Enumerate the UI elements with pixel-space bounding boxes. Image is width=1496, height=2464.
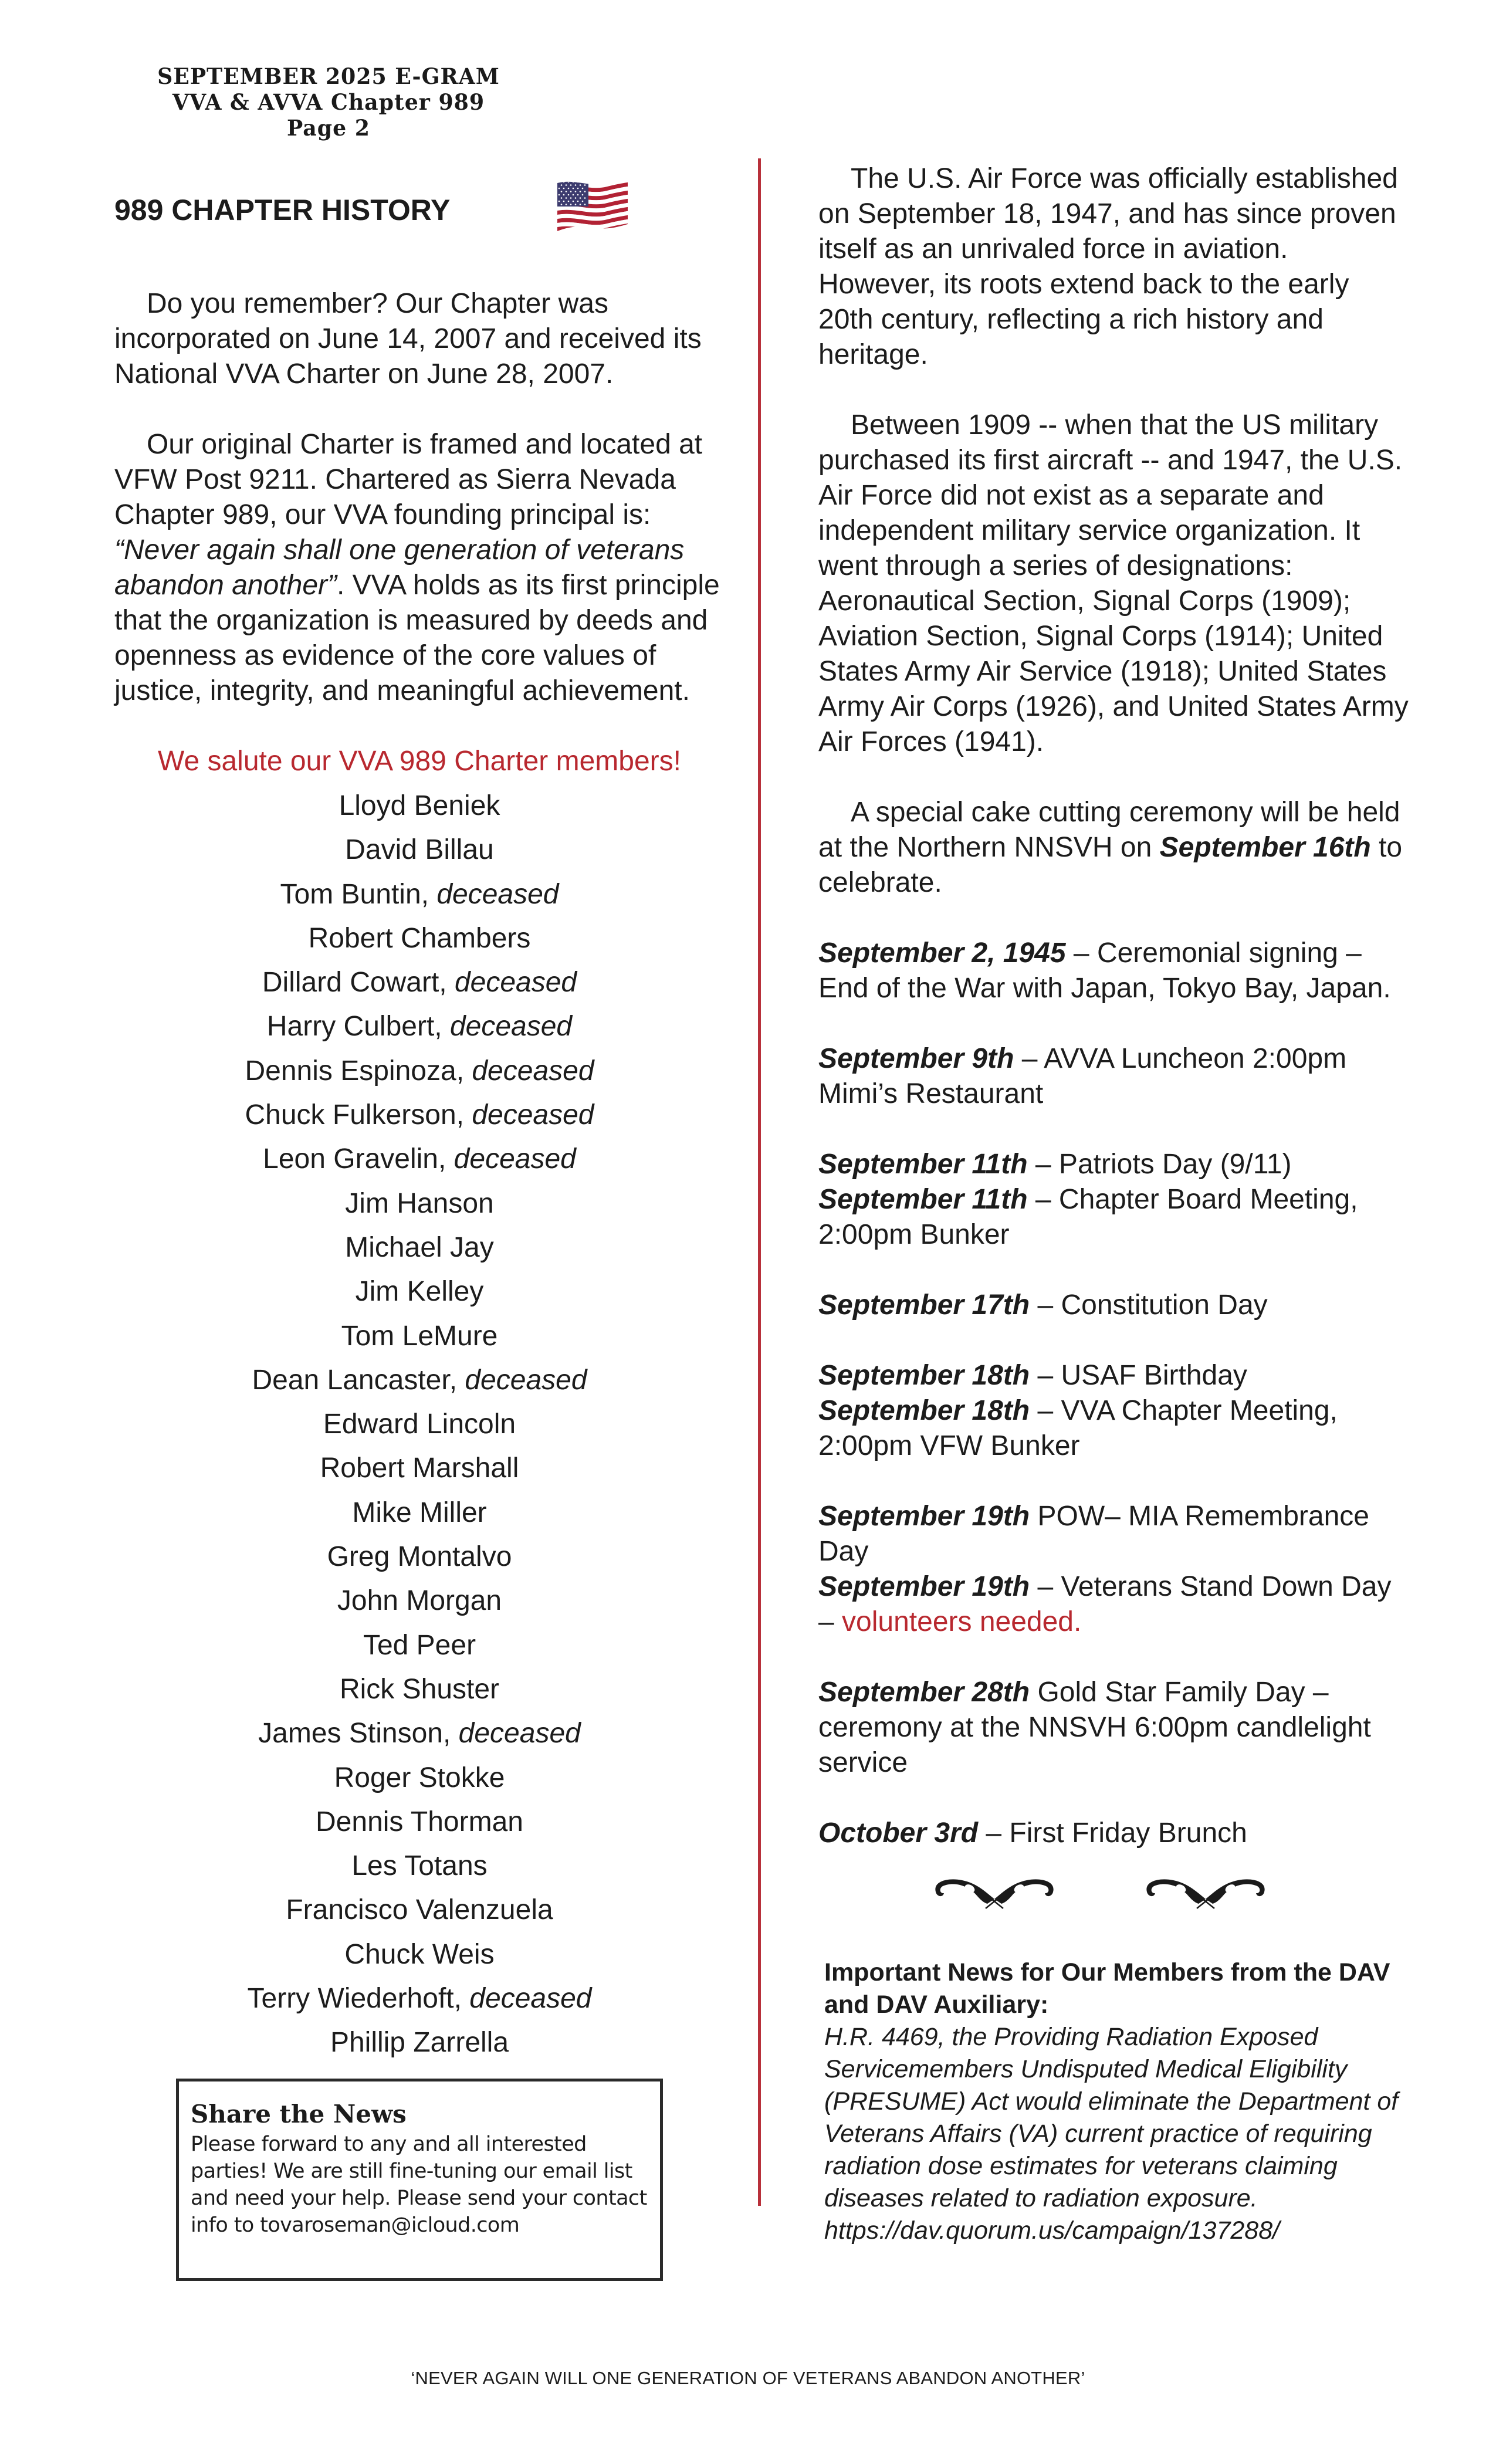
event-date: September 17th <box>818 1289 1030 1321</box>
airforce-paragraph-3-tail: to celebrate. <box>818 832 1403 898</box>
member-name: Michael Jay <box>345 1231 494 1263</box>
charter-member <box>114 1844 725 1888</box>
event-description: – Patriots Day (9/11) <box>1027 1149 1292 1180</box>
cake-ceremony-date: September 16th <box>1159 832 1371 863</box>
event-date: September 28th <box>818 1677 1030 1708</box>
event-description: – VVA Chapter Meeting, 2:00pm VFW Bunker <box>818 1395 1338 1461</box>
member-name: Robert Marshall <box>320 1453 519 1484</box>
airforce-paragraph-1-text: The U.S. Air Force was officially established on September 18, 1947, and has since proven itself as an unrivaled force in aviation. However, its roots extend back to the early 20th century, reflecting a rich history and heritage. <box>818 163 1398 370</box>
event-item <box>818 1147 1411 1182</box>
masthead-title: SEPTEMBER 2025 E-GRAM <box>157 63 500 89</box>
event-description: – Constitution Day <box>1030 1289 1268 1321</box>
member-name: Rick Shuster <box>339 1673 500 1705</box>
event-date: September 11th <box>818 1149 1028 1180</box>
event-date: September 11th <box>818 1184 1028 1215</box>
charter-member <box>114 1182 725 1226</box>
column-divider <box>758 158 761 2206</box>
airforce-paragraph-3 <box>818 795 1411 901</box>
member-name: Terry Wiederhoft <box>247 1983 454 2015</box>
history-paragraph-2-tail: . VVA holds as its first principle that the organization is measured by deeds and openness as evidence of the core values of justice, integrity, and meaningful achievement. <box>114 570 720 706</box>
event-description: – AVVA Luncheon 2:00pm Mimi’s Restaurant <box>818 1043 1347 1109</box>
charter-member <box>114 1800 725 1844</box>
charter-member <box>114 1623 725 1667</box>
member-name: Dean Lancaster <box>252 1364 449 1396</box>
member-name: John Morgan <box>337 1585 502 1617</box>
ornament-divider <box>818 1874 1411 1915</box>
charter-member <box>114 1446 725 1490</box>
history-paragraph-2-text: Our original Charter is framed and located at VFW Post 9211. Chartered as Sierra Nevada Chapter 989, our VVA founding principal is: <box>114 429 703 530</box>
member-name: Dennis Thorman <box>316 1806 523 1837</box>
member-name: Jim Hanson <box>345 1187 494 1219</box>
scroll-flourish-icon <box>1141 1874 1276 1910</box>
dav-news-section <box>824 1957 1411 2247</box>
event-description: – Veterans Stand Down Day – <box>818 1571 1392 1637</box>
event-description: – First Friday Brunch <box>978 1817 1247 1849</box>
events-list <box>818 901 1411 1851</box>
event-item <box>818 1358 1411 1393</box>
member-name: Lloyd Beniek <box>339 790 500 821</box>
charter-member <box>114 1932 725 1976</box>
scroll-flourish-icon <box>930 1874 1065 1910</box>
airforce-paragraph-3-text: A special cake cutting ceremony will be held at the Northern NNSVH on <box>818 797 1400 863</box>
member-name: Greg Montalvo <box>327 1541 512 1573</box>
deceased-label: deceased <box>458 1718 581 1749</box>
airforce-paragraph-2-text: Between 1909 -- when that the US military purchased its first aircraft -- and 1947, the U.S. Air Force did not exist as a separate and independent military service organization. It went through a series of designations: Aeronautical Section, Signal Corps (1909); Aviation Section, Signal Corps (1914); United States Army Air Service (1918); United States Army Air Corps (1926), and United States Army Air Forces (1941). <box>818 409 1409 757</box>
member-name: James Stinson <box>258 1718 443 1749</box>
history-paragraph-2 <box>114 427 725 709</box>
section-title-chapter-history: 989 CHAPTER HISTORY <box>114 194 451 226</box>
dav-news-body: H.R. 4469, the Providing Radiation Exposed Servicemembers Undisputed Medical Eligibility (PRESUME) Act would eliminate the Department of Veterans Affairs (VA) current practice of requiring radiation dose estimates for veterans claiming diseases related to radiation exposure. <box>824 2023 1399 2212</box>
dav-news-title: Important News for Our Members from the DAV and DAV Auxiliary: <box>824 1958 1390 2019</box>
member-name: Jim Kelley <box>355 1276 484 1308</box>
charter-member <box>114 1314 725 1358</box>
charter-member: Leon Gravelin, deceased <box>263 1143 576 1175</box>
charter-member <box>114 1535 725 1579</box>
event-item <box>818 1182 1411 1253</box>
charter-member <box>114 1579 725 1623</box>
event-item <box>818 1041 1411 1112</box>
event-description: – Chapter Board Meeting, 2:00pm Bunker <box>818 1184 1358 1250</box>
event-item <box>818 1816 1411 1851</box>
event-description: – Ceremonial signing – End of the War with Japan, Tokyo Bay, Japan. <box>818 937 1391 1004</box>
masthead-chapter: VVA & AVVA Chapter 989 <box>172 89 485 115</box>
share-the-news-box <box>176 2079 663 2281</box>
charter-member: Dennis Espinoza, deceased <box>245 1055 594 1087</box>
deceased-label: deceased <box>449 1011 573 1043</box>
member-name: Dennis Espinoza <box>245 1055 456 1087</box>
charter-member <box>114 1667 725 1711</box>
member-name: Roger Stokke <box>334 1762 505 1793</box>
charter-member: James Stinson, deceased <box>258 1718 581 1749</box>
charter-member <box>114 916 725 960</box>
charter-member <box>114 2020 725 2064</box>
history-paragraph-1 <box>114 286 725 392</box>
event-date: September 19th <box>818 1571 1030 1602</box>
deceased-label: deceased <box>453 1143 576 1175</box>
event-item <box>818 1675 1411 1781</box>
airforce-paragraph-2 <box>818 408 1411 760</box>
deceased-label: deceased <box>472 1055 594 1087</box>
masthead <box>150 63 507 141</box>
member-name: Les Totans <box>351 1850 488 1882</box>
charter-member-list <box>114 784 725 2065</box>
member-name: Chuck Weis <box>344 1938 495 1970</box>
event-item <box>818 1288 1411 1323</box>
charter-member <box>114 1888 725 1932</box>
member-name: Leon Gravelin <box>263 1143 438 1175</box>
history-paragraph-1-text: Do you remember? Our Chapter was incorporated on June 14, 2007 and received its National VVA Charter on June 28, 2007. <box>114 288 702 390</box>
charter-salute-heading: We salute our VVA 989 Charter members! <box>158 746 681 777</box>
left-column <box>114 176 725 2065</box>
charter-member: Dillard Cowart, deceased <box>262 967 577 999</box>
event-date: September 19th <box>818 1501 1030 1532</box>
masthead-page: Page 2 <box>287 115 370 141</box>
event-highlight: volunteers needed. <box>842 1606 1082 1637</box>
event-description: Gold Star Family Day – ceremony at the NNSVH 6:00pm candlelight service <box>818 1677 1371 1778</box>
event-date: October 3rd <box>818 1817 979 1849</box>
event-date: September 2, 1945 <box>818 937 1066 969</box>
event-date: September 18th <box>818 1395 1030 1426</box>
event-item <box>818 1393 1411 1464</box>
share-the-news-title: Share the News <box>191 2100 407 2128</box>
member-name: Robert Chambers <box>308 922 531 954</box>
member-name: Dillard Cowart <box>262 967 439 999</box>
event-description: POW– MIA Remembrance Day <box>818 1501 1369 1567</box>
airforce-paragraph-1 <box>818 161 1411 373</box>
dav-campaign-link[interactable]: https://dav.quorum.us/campaign/137288/ <box>824 2216 1280 2245</box>
charter-member <box>114 1226 725 1270</box>
deceased-label: deceased <box>472 1099 594 1131</box>
charter-member <box>114 1756 725 1800</box>
event-date: September 9th <box>818 1043 1014 1074</box>
share-the-news-body: Please forward to any and all interested parties! We are still fine-tuning our email list and need your help. Please send your contact info to tovaroseman@icloud.com <box>191 2133 647 2237</box>
charter-member: Terry Wiederhoft, deceased <box>247 1983 592 2015</box>
charter-member <box>114 1270 725 1314</box>
charter-member: Dean Lancaster, deceased <box>252 1364 587 1396</box>
event-description: – USAF Birthday <box>1030 1360 1247 1391</box>
footer-motto: ‘NEVER AGAIN WILL ONE GENERATION OF VETERANS ABANDON ANOTHER’ <box>411 2368 1085 2388</box>
charter-member <box>114 784 725 828</box>
charter-member <box>114 828 725 872</box>
deceased-label: deceased <box>465 1364 587 1396</box>
deceased-label: deceased <box>436 878 559 910</box>
member-name: Francisco Valenzuela <box>286 1894 553 1926</box>
member-name: Chuck Fulkerson <box>245 1099 456 1131</box>
charter-member <box>114 1491 725 1535</box>
member-name: Mike Miller <box>352 1497 487 1528</box>
member-name: David Billau <box>345 834 494 866</box>
charter-member: Harry Culbert, deceased <box>266 1011 573 1043</box>
member-name: Edward Lincoln <box>323 1409 516 1440</box>
member-name: Tom Buntin <box>280 878 421 910</box>
deceased-label: deceased <box>454 967 577 999</box>
charter-member: Chuck Fulkerson, deceased <box>245 1099 594 1131</box>
founding-principle-quote: “Never again shall one generation of veterans abandon another” <box>114 534 685 601</box>
member-name: Phillip Zarrella <box>330 2027 509 2059</box>
deceased-label: deceased <box>469 1983 592 2015</box>
event-date: September 18th <box>818 1360 1030 1391</box>
event-item <box>818 936 1411 1006</box>
right-column <box>818 161 1411 2247</box>
member-name: Ted Peer <box>363 1629 476 1661</box>
charter-member: Tom Buntin, deceased <box>280 878 559 910</box>
member-name: Tom LeMure <box>341 1320 498 1352</box>
event-item <box>818 1499 1411 1569</box>
us-flag-icon <box>554 176 631 235</box>
charter-member <box>114 1402 725 1446</box>
event-item <box>818 1569 1411 1640</box>
member-name: Harry Culbert <box>266 1011 435 1043</box>
